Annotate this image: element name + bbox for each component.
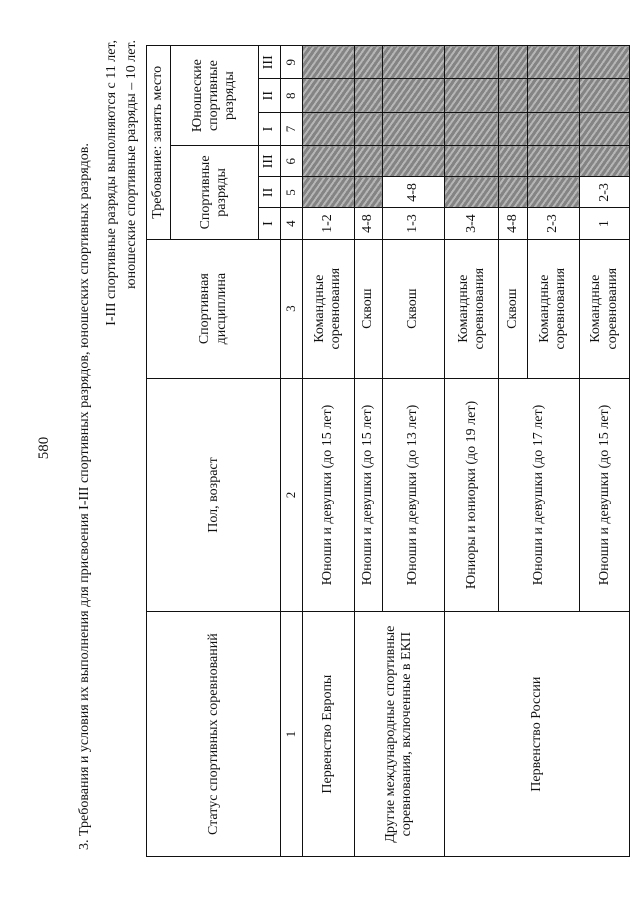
age-note-line-2: юношеские спортивные разряды – 10 лет. (124, 40, 139, 289)
shaded-cell (444, 146, 499, 177)
discipline-cell: Командные соревнования (580, 239, 630, 378)
shaded-cell (302, 79, 354, 112)
sex-age-cell: Юноши и девушки (до 15 лет) (354, 378, 382, 612)
shaded-cell (354, 46, 382, 80)
header-youth-ranks: Юношеские спортивные разряды (170, 46, 258, 146)
status-cell: Другие международные спортивные соревнования, включенные в ЕКП (354, 612, 444, 857)
discipline-cell: Командные соревнования (302, 239, 354, 378)
header-discipline: Спортивная дисциплина (147, 239, 281, 378)
rank-2-cell: 2-3 (580, 177, 630, 208)
table-row (354, 46, 382, 857)
page-number: 580 (36, 436, 52, 460)
shaded-cell (499, 177, 527, 208)
rank-label: I (258, 208, 281, 239)
rank-2-cell: 4-8 (383, 177, 445, 208)
header-status: Статус спортивных соревнований (147, 612, 281, 857)
shaded-cell (499, 79, 527, 112)
rank-label: II (258, 79, 281, 112)
shaded-cell (444, 79, 499, 112)
discipline-cell: Сквош (499, 239, 527, 378)
shaded-cell (444, 177, 499, 208)
shaded-cell (527, 177, 579, 208)
rank-1-cell: 4-8 (354, 208, 382, 239)
shaded-cell (354, 146, 382, 177)
shaded-cell (302, 46, 354, 80)
shaded-cell (444, 112, 499, 145)
discipline-cell: Командные соревнования (444, 239, 499, 378)
shaded-cell (499, 112, 527, 145)
sex-age-cell: Юноши и девушки (до 13 лет) (383, 378, 445, 612)
shaded-cell (383, 46, 445, 80)
column-number: 2 (281, 378, 302, 612)
column-number: 6 (281, 146, 302, 177)
shaded-cell (302, 177, 354, 208)
column-number: 7 (281, 112, 302, 145)
discipline-cell: Сквош (354, 239, 382, 378)
column-number: 5 (281, 177, 302, 208)
discipline-cell: Командные соревнования (527, 239, 579, 378)
status-cell: Первенство Европы (302, 612, 354, 857)
shaded-cell (383, 79, 445, 112)
age-note-line-1: I-III спортивные разряды выполняются с 11 лет, (104, 40, 119, 326)
shaded-cell (580, 79, 630, 112)
shaded-cell (499, 146, 527, 177)
discipline-cell: Сквош (383, 239, 445, 378)
shaded-cell (444, 46, 499, 80)
shaded-cell (499, 46, 527, 80)
shaded-cell (580, 46, 630, 80)
sex-age-cell: Юниоры и юниорки (до 19 лет) (444, 378, 499, 612)
shaded-cell (302, 112, 354, 145)
shaded-cell (580, 146, 630, 177)
column-number: 4 (281, 208, 302, 239)
rank-label: III (258, 46, 281, 80)
header-sport-ranks: Спортивные разряды (170, 146, 258, 239)
rank-1-cell: 2-3 (527, 208, 579, 239)
header-requirement: Требование: занять место (147, 46, 171, 240)
rank-label: III (258, 146, 281, 177)
column-number: 3 (281, 239, 302, 378)
shaded-cell (527, 46, 579, 80)
shaded-cell (527, 112, 579, 145)
shaded-cell (527, 79, 579, 112)
rank-1-cell: 1-3 (383, 208, 445, 239)
rank-1-cell: 4-8 (499, 208, 527, 239)
shaded-cell (302, 146, 354, 177)
rank-label: II (258, 177, 281, 208)
section-heading: 3. Требования и условия их выполнения для присвоения I-III спортивных разрядов, юношеских спортивных разрядов. (77, 143, 92, 850)
column-number: 1 (281, 612, 302, 857)
column-number: 9 (281, 46, 302, 80)
shaded-cell (383, 112, 445, 145)
requirements-table (146, 45, 630, 857)
rank-1-cell: 1 (580, 208, 630, 239)
sex-age-cell: Юноши и девушки (до 15 лет) (580, 378, 630, 612)
shaded-cell (354, 79, 382, 112)
rank-label: I (258, 112, 281, 145)
shaded-cell (580, 112, 630, 145)
header-sex-age: Пол, возраст (147, 378, 281, 612)
table-row (444, 46, 499, 857)
table-row (302, 46, 354, 857)
shaded-cell (354, 177, 382, 208)
sex-age-cell: Юноши и девушки (до 17 лет) (499, 378, 580, 612)
shaded-cell (527, 146, 579, 177)
status-cell: Первенство России (444, 612, 629, 857)
sex-age-cell: Юноши и девушки (до 15 лет) (302, 378, 354, 612)
shaded-cell (354, 112, 382, 145)
rank-1-cell: 3-4 (444, 208, 499, 239)
rank-1-cell: 1-2 (302, 208, 354, 239)
shaded-cell (383, 146, 445, 177)
column-number: 8 (281, 79, 302, 112)
